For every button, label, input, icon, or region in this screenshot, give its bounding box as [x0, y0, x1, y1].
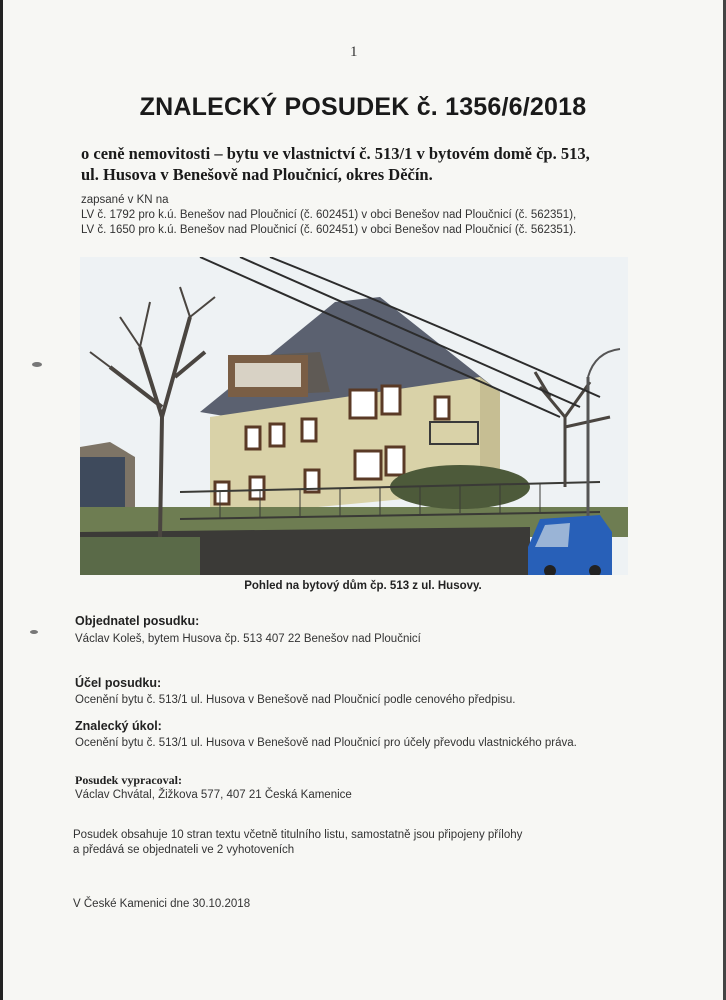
cadastre-line-2: LV č. 1650 pro k.ú. Benešov nad Ploučnicí (č. 602451) v obci Benešov nad Ploučnicí (č. 562351). — [81, 224, 577, 236]
cadastre-line-1: LV č. 1792 pro k.ú. Benešov nad Ploučnicí (č. 602451) v obci Benešov nad Ploučnicí (č. 562351), — [81, 209, 577, 221]
section-heading-purpose: Účel posudku: — [75, 676, 162, 690]
place-and-date: V České Kamenici dne 30.10.2018 — [73, 898, 251, 910]
section-text-purpose: Ocenění bytu č. 513/1 ul. Husova v Benešově nad Ploučnicí podle cenového předpisu. — [75, 694, 516, 706]
subtitle-line-1: o ceně nemovitosti – bytu ve vlastnictví č. 513/1 v bytovém domě čp. 513, — [81, 144, 590, 163]
section-heading-client: Objednatel posudku: — [75, 614, 200, 628]
section-text-task: Ocenění bytu č. 513/1 ul. Husova v Benešově nad Ploučnicí pro účely převodu vlastnického práva. — [75, 737, 577, 749]
scan-speck — [30, 630, 38, 634]
note-line-1: Posudek obsahuje 10 stran textu včetně titulního listu, samostatně jsou připojeny přílohy — [73, 829, 523, 841]
cadastre-intro: zapsané v KN na — [81, 194, 169, 206]
note-line-2: a předává se objednateli ve 2 vyhotoveních — [73, 844, 295, 856]
subtitle-line-2: ul. Husova v Benešově nad Ploučnicí, okres Děčín. — [81, 165, 433, 184]
document-title: ZNALECKÝ POSUDEK č. 1356/6/2018 — [139, 93, 587, 121]
section-text-author: Václav Chvátal, Žižkova 577, 407 21 Česká Kamenice — [75, 789, 352, 801]
page-number: 1 — [350, 44, 358, 60]
section-text-client: Václav Koleš, bytem Husova čp. 513 407 22 Benešov nad Ploučnicí — [75, 633, 421, 645]
section-heading-author: Posudek vypracoval: — [75, 773, 183, 787]
document-subtitle — [81, 143, 641, 185]
document-note — [73, 828, 522, 858]
building-photo — [80, 257, 628, 575]
scan-speck — [32, 362, 42, 367]
section-heading-task: Znalecký úkol: — [75, 719, 162, 733]
cadastre-info — [81, 193, 576, 238]
scan-edge-left — [0, 0, 3, 1000]
photo-caption: Pohled na bytový dům čp. 513 z ul. Husovy. — [244, 580, 482, 592]
